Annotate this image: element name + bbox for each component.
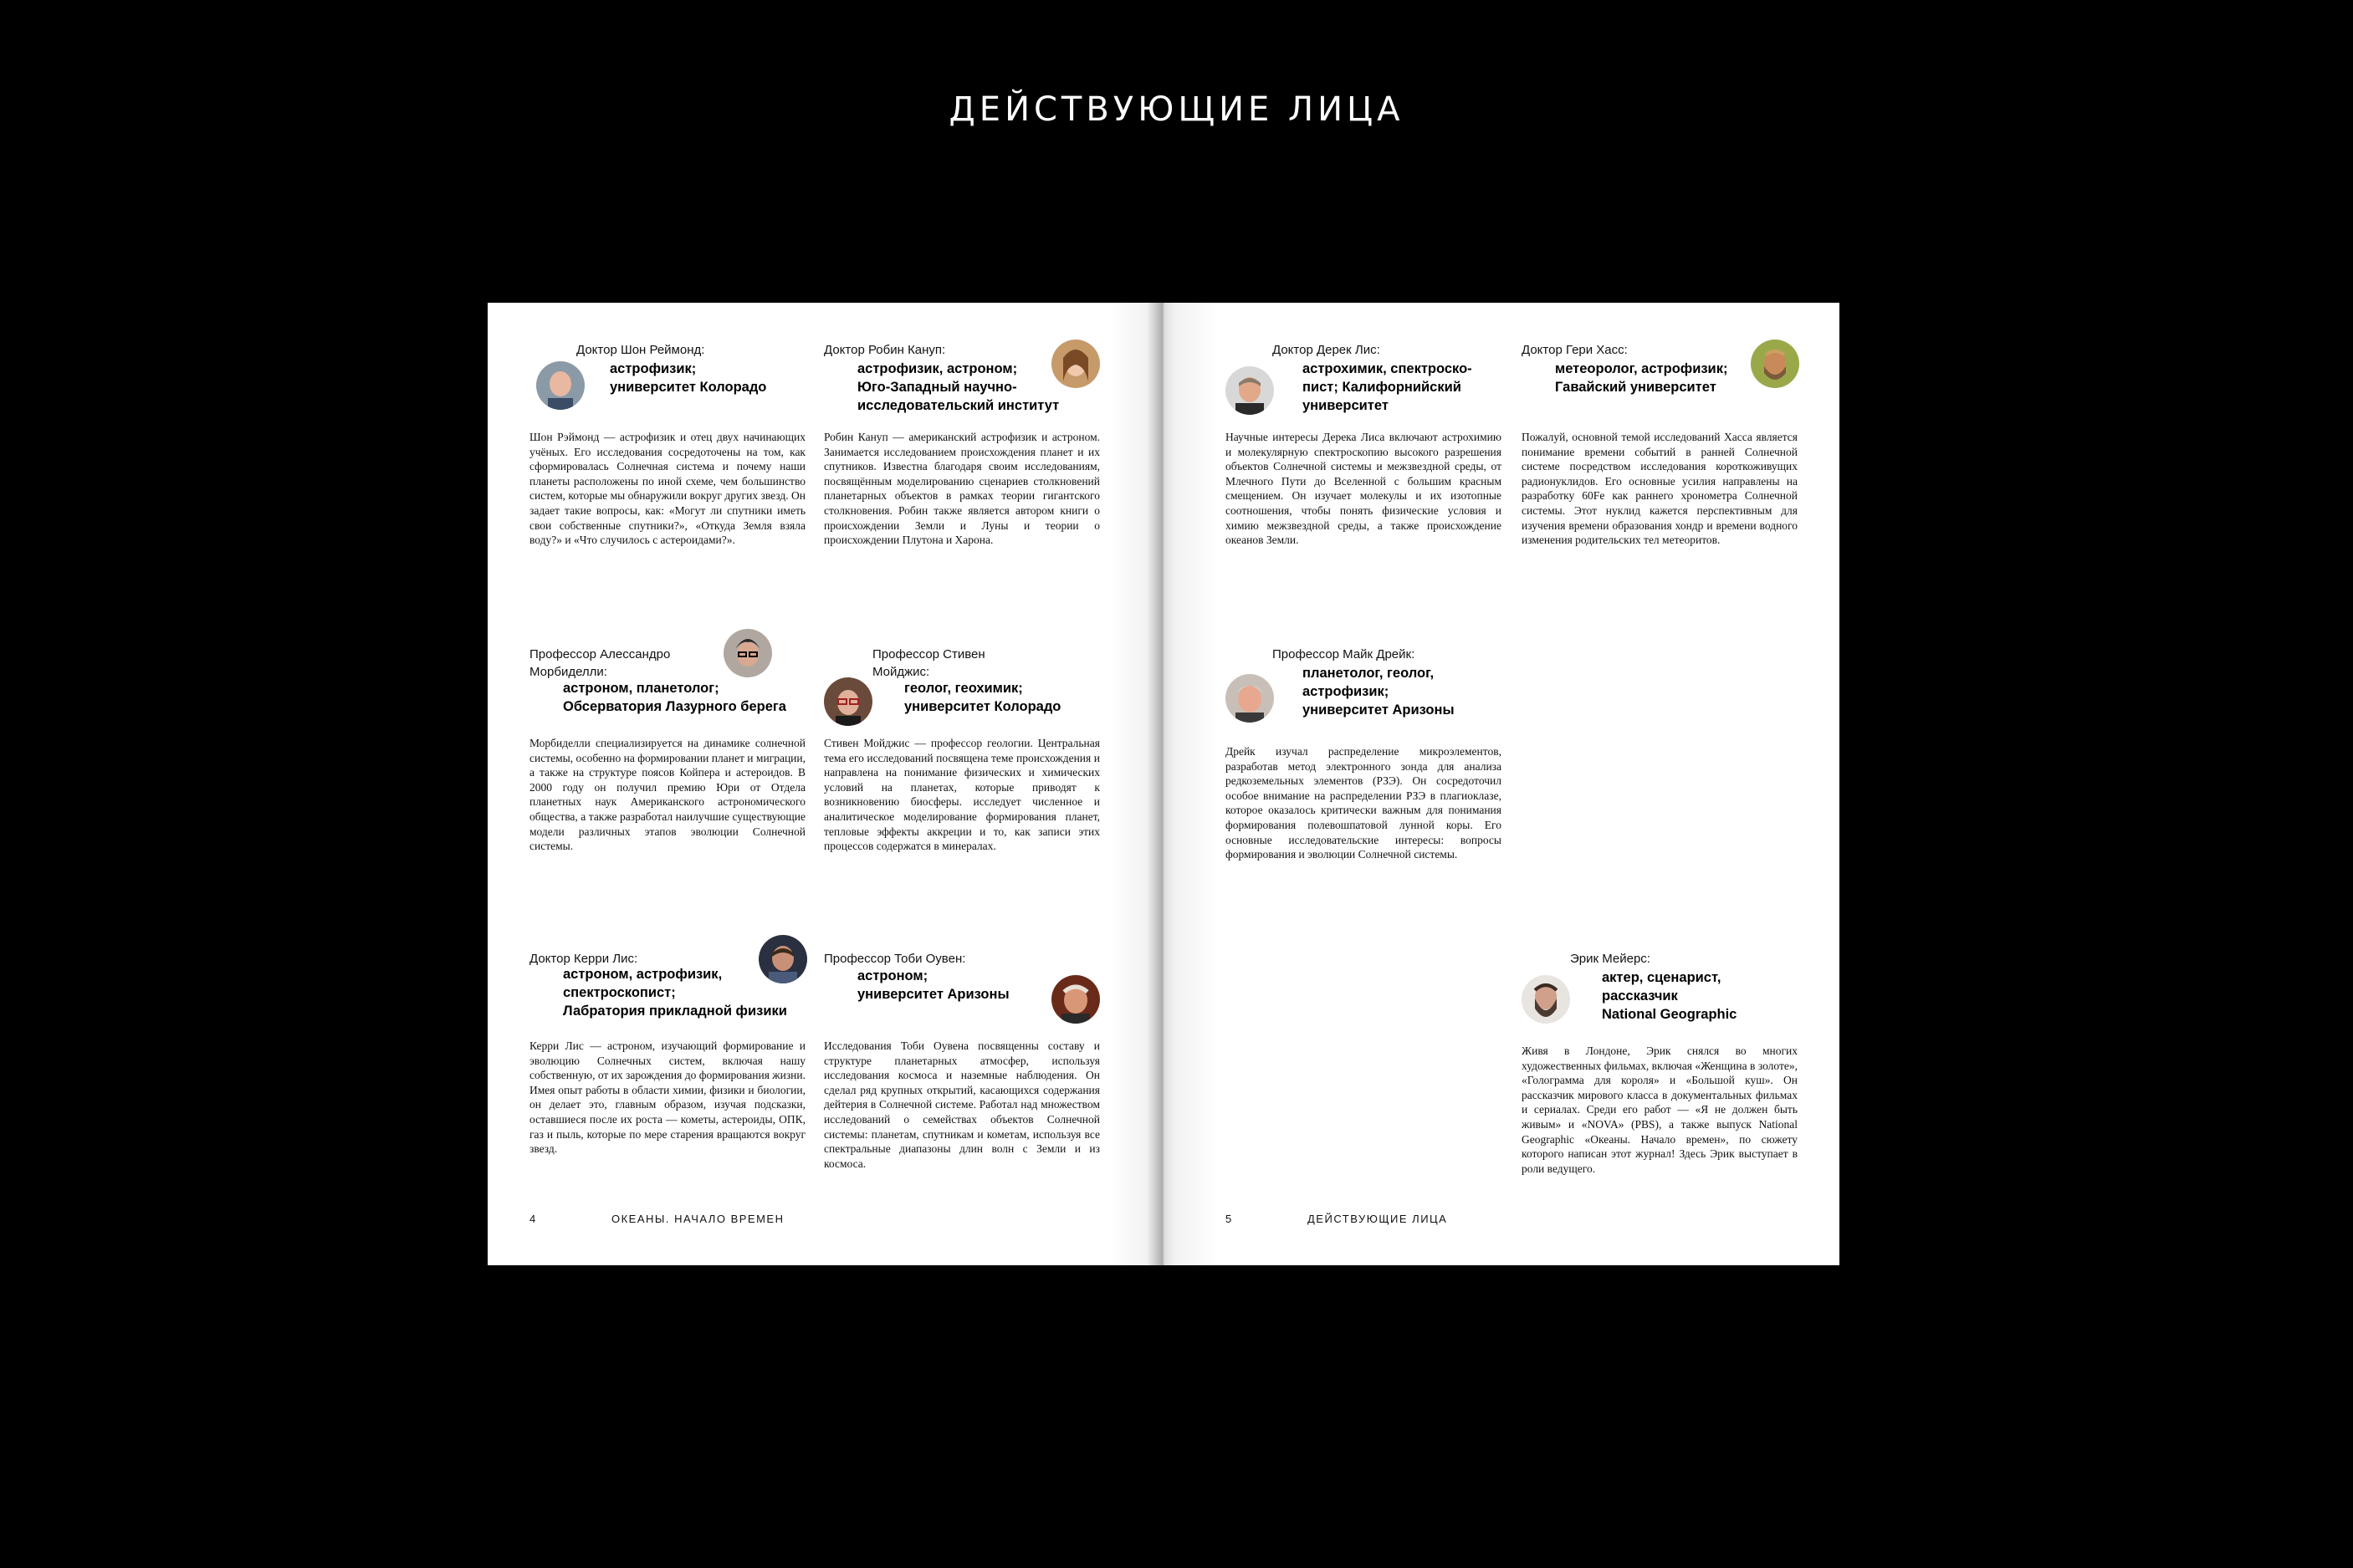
avatar — [536, 361, 585, 410]
person-role: астроном; университет Аризоны — [857, 968, 1010, 1002]
left-running-title: ОКЕАНЫ. НАЧАЛО ВРЕМЕН — [611, 1213, 785, 1225]
person-role: астрохимик, спектроско- пист; Калифорнийский университет — [1302, 361, 1472, 413]
right-running-title: ДЕЙСТВУЮЩИЕ ЛИЦА — [1307, 1213, 1448, 1225]
person-card-owen — [824, 950, 1100, 1201]
person-role: актер, сценарист, рассказчик National Geographic — [1602, 970, 1737, 1022]
person-bio: Морбиделли специализируется на динамике солнечной системы, особенно на формировании планет и миграции, а также на структуре поясов Койпера и астероидов. В 2000 году он получил премию Юри от Отдела планетных наук Американского астрономического общества, а также разработал наилучшие существующие модели различных этапов эволюции Солнечной системы. — [529, 737, 806, 853]
avatar — [1225, 674, 1274, 723]
person-name: Эрик Мейерс: — [1570, 952, 1650, 966]
person-name: Доктор Шон Реймонд: — [576, 343, 705, 357]
person-bio: Робин Кануп — американский астрофизик и астроном. Занимается исследованием происхождения планет и их спутников. Известна благодаря своим исследованиям, посвящённым моделированию сценариев столкновений планетарных объектов в рамках теории гигантского столкновения. Робин также является автором книги о происхождении Земли и Луны и теории о происхождении Плутона и Харона. — [824, 431, 1100, 547]
person-card-raymond — [529, 341, 806, 584]
person-name: Доктор Керри Лис: — [529, 952, 638, 966]
person-name: Доктор Гери Хасс: — [1522, 343, 1628, 357]
person-card-drake — [1225, 646, 1501, 896]
avatar — [1051, 975, 1100, 1024]
right-page-number: 5 — [1225, 1213, 1232, 1225]
avatar — [1225, 366, 1274, 415]
person-name: Доктор Дерек Лис: — [1272, 343, 1380, 357]
person-name: Профессор Алессандро Морбиделли: — [529, 647, 671, 679]
person-bio: Шон Рэймонд — астрофизик и отец двух начинающих учёных. Его исследования сосредоточены на том, как сформировалась Солнечная система и почему наши планеты расположены по иной схеме, чем большинство систем, которые мы обнаружили вокруг других звезд. Он задает такие вопросы, как: «Могут ли спутники иметь свои собственные спутники?», «Откуда Земля взяла воду?» и «Что случилось с астероидами?». — [529, 431, 806, 547]
person-role: астроном, планетолог; Обсерватория Лазурного берега — [563, 681, 786, 714]
person-bio: Стивен Мойджис — профессор геологии. Центральная тема его исследований посвящена теме происхождения и направлена на понимание физических и химических условий на планетах, которые приводят к возникновению биосферы. исследует численное и аналитическое моделирование формирования планет, тепловые эффекты аккреции и то, как записи этих процессов содержатся в минералах. — [824, 737, 1100, 853]
person-name: Доктор Робин Кануп: — [824, 343, 946, 357]
left-page-number: 4 — [529, 1213, 536, 1225]
avatar — [824, 677, 872, 726]
person-bio: Пожалуй, основной темой исследований Хасса является понимание времени событий в ранней Солнечной системе посредством исследования короткоживущих радионуклидов. Его основные усилия направлены на разработку 60Fe как раннего хронометра Солнечной системы. Этот нуклид кажется перспективным для изучения времени образования хондр и времени водного изменения родительских тел метеоритов. — [1522, 431, 1798, 547]
person-role: астроном, астрофизик, спектроскопист; Лабратория прикладной физики — [563, 967, 787, 1019]
person-bio: Исследования Тоби Оувена посвященны составу и структуре планетарных атмосфер, используя исследования космоса и наземные наблюдения. Он сделал ряд крупных открытий, касающихся содержания дейтерия в Солнечной системе. Работал над множеством исследований о семействах объектов Солнечной системы: планетам, спутникам и кометам, используя все спектральные диапазоны длин волн с Земли и из космоса. — [824, 1039, 1100, 1170]
page-heading: ДЕЙСТВУЮЩИЕ ЛИЦА — [949, 90, 1404, 129]
person-role: астрофизик; университет Колорадо — [610, 361, 767, 395]
person-role: метеоролог, астрофизик; Гавайский университет — [1555, 361, 1728, 395]
person-card-mojzsis — [824, 646, 1100, 896]
avatar — [724, 629, 772, 677]
person-card-derek-lis — [1225, 341, 1501, 584]
person-card-huss — [1522, 341, 1798, 584]
person-bio: Керри Лис — астроном, изучающий формирование и эволюцию Солнечных систем, включая нашу собственную, от их зарождения до формирования жизни. Имея опыт работы в области химии, физики и биологии, он делает это, главным образом, изучая подсказки, оставшиеся после их роста — кометы, астероиды, ОПК, газ и пыль, которые по мере старения вращаются вокруг звезд. — [529, 1039, 806, 1156]
person-bio: Живя в Лондоне, Эрик снялся во многих художественных фильмах, включая «Женщина в золоте», «Голограмма для короля» и «Большой куш». Он рассказчик мирового класса в документальных фильмах и сериалах. Среди его работ — «Я не должен быть живым» и «NOVA» (PBS), а также выпуск National Geographic «Океаны. Начало времен», по сюжету которого написан этот журнал! Здесь Эрик выступает в роли ведущего. — [1522, 1044, 1798, 1175]
person-name: Профессор Тоби Оувен: — [824, 952, 966, 966]
avatar — [1522, 975, 1570, 1024]
person-role: геолог, геохимик; университет Колорадо — [904, 681, 1061, 714]
person-role: планетолог, геолог, астрофизик; университет Аризоны — [1302, 666, 1455, 718]
avatar — [1751, 340, 1799, 388]
person-card-morbidelli — [529, 646, 806, 896]
person-name: Профессор Стивен Мойджис: — [872, 647, 985, 679]
person-card-karen-lis — [529, 950, 806, 1201]
page-gutter-shadow — [1108, 303, 1219, 1265]
person-bio: Дрейк изучал распределение микроэлементов, разработав метод электронного зонда для анализа редкоземельных элементов (РЗЭ). Он сосредоточил особое внимание на распределении РЗЭ в плагиоклазе, которое оказалось критически важным для понимания формирования полевошпатовой лунной коры. Его основные исследовательские интересы: вопросы формирования и эволюции Солнечной системы. — [1225, 745, 1501, 861]
person-name: Профессор Майк Дрейк: — [1272, 647, 1415, 661]
person-bio: Научные интересы Дерека Лиса включают астрохимию и молекулярную спектроскопию высокого разрешения объектов Солнечной системы и межзвездной среды, от Млечного Пути до Вселенной с большим красным смещением. Он изучает молекулы и их изотопные соотношения, чтобы понять физические условия и химию межзвездной среды, а также происхождение океанов Земли. — [1225, 431, 1501, 547]
person-card-canup — [824, 341, 1100, 584]
magazine-spread — [488, 303, 1839, 1265]
person-card-meyers — [1522, 950, 1798, 1201]
person-role: астрофизик, астроном; Юго-Западный научно- исследовательский институт — [857, 361, 1060, 413]
